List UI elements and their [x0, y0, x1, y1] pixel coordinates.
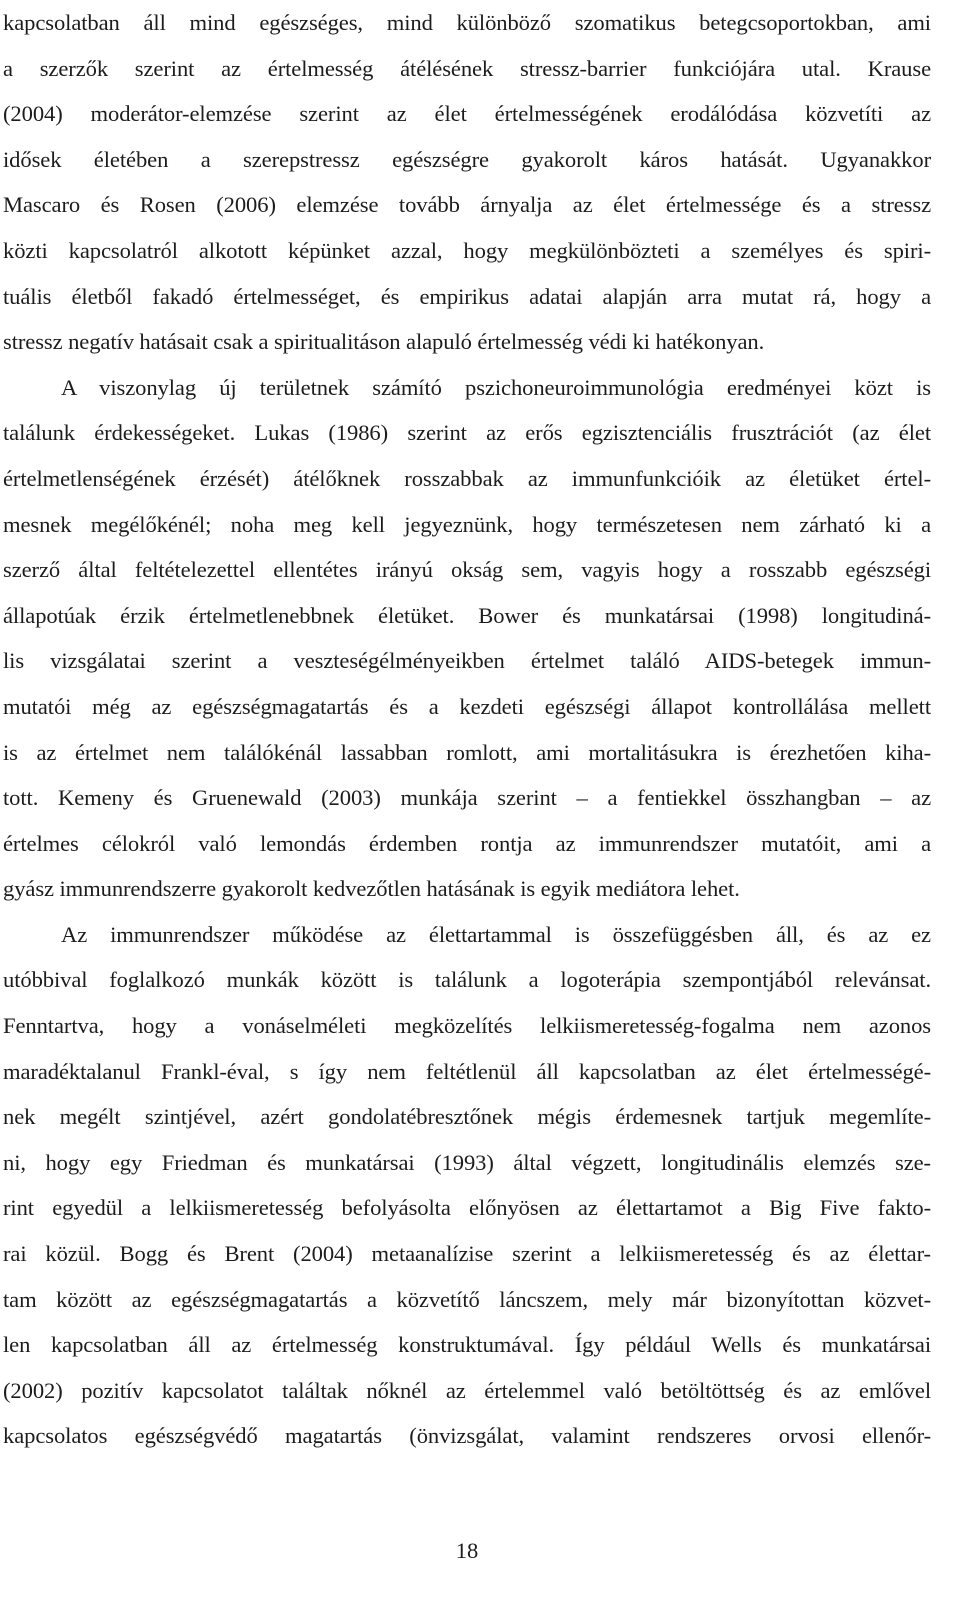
text-line: Fenntartva, hogy a vonáselméleti megközelítés lelkiismeretesség-fogalma nem azonos: [3, 1013, 931, 1039]
text-line: értelmes célokról való lemondás érdemben rontja az immunrendszer mutatóit, ami a: [3, 830, 931, 856]
text-line: a szerzők szerint az értelmesség átélésének stressz-barrier funkciójára utal. Krause: [3, 55, 931, 81]
text-line: rint egyedül a lelkiismeretesség befolyásolta előnyösen az élettartamot a Big Five fakto-: [3, 1195, 931, 1221]
text-line: állapotúak érzik értelmetlenebbnek életüket. Bower és munkatársai (1998) longitudiná-: [3, 602, 931, 628]
text-line: (2002) pozitív kapcsolatot találtak nőknél az értelemmel való betöltöttség és az emlővel: [3, 1377, 931, 1403]
text-line: mutatói még az egészségmagatartás és a kezdeti egészségi állapot kontrollálása mellett: [3, 693, 931, 719]
text-line: tott. Kemeny és Gruenewald (2003) munkája szerint – a fentiekkel összhangban – az: [3, 785, 931, 811]
text-line: szerző által feltételezettel ellentétes irányú okság sem, vagyis hogy a rosszabb egészségi: [3, 557, 931, 583]
paragraph-start-line: A viszonylag új területnek számító pszichoneuroimmunológia eredményei közt is: [61, 374, 931, 400]
paragraph-start-line: Az immunrendszer működése az élettartammal is összefüggésben áll, és az ez: [61, 921, 931, 947]
text-line: rai közül. Bogg és Brent (2004) metaanalízise szerint a lelkiismeretesség és az élettar-: [3, 1241, 931, 1267]
text-line: maradéktalanul Frankl-éval, s így nem feltétlenül áll kapcsolatban az élet értelmességé-: [3, 1058, 931, 1084]
text-line: stressz negatív hatásait csak a spiritualitáson alapuló értelmesség védi ki hatékonyan.: [3, 329, 765, 355]
page-number: 18: [455, 1538, 479, 1563]
text-line: nek megélt szintjével, azért gondolatébresztőnek mégis érdemesnek tartjuk megemlíte-: [3, 1104, 931, 1130]
text-line: tam között az egészségmagatartás a közvetítő láncszem, mely már bizonyítottan közvet-: [3, 1286, 931, 1312]
text-line: Mascaro és Rosen (2006) elemzése tovább árnyalja az élet értelmessége és a stressz: [3, 192, 931, 218]
text-line: értelmetlenségének érzését) átélőknek rosszabbak az immunfunkcióik az életüket értel-: [3, 465, 931, 491]
text-line: kapcsolatos egészségvédő magatartás (önvizsgálat, valamint rendszeres orvosi ellenőr-: [3, 1423, 931, 1449]
text-line: tuális életből fakadó értelmességet, és empirikus adatai alapján arra mutat rá, hogy a: [3, 283, 931, 309]
text-line: kapcsolatban áll mind egészséges, mind különböző szomatikus betegcsoportokban, ami: [3, 10, 931, 35]
text-line: is az értelmet nem találókénál lassabban romlott, ami mortalitásukra is érezhetően kiha-: [3, 739, 931, 765]
text-line: gyász immunrendszerre gyakorolt kedvezőtlen hatásának is egyik mediátora lehet.: [3, 876, 740, 902]
text-line: mesnek megélőkénél; noha meg kell jegyeznünk, hogy természetesen nem zárható ki a: [3, 511, 931, 537]
text-line: lis vizsgálatai szerint a veszteségélményeikben értelmet találó AIDS-betegek immun-: [3, 648, 931, 674]
text-line: találunk érdekességeket. Lukas (1986) szerint az erős egzisztenciális frusztrációt (az élet: [3, 420, 931, 446]
text-line: utóbbival foglalkozó munkák között is találunk a logoterápia szempontjából relevánsat.: [3, 967, 931, 993]
text-line: len kapcsolatban áll az értelmesség konstruktumával. Így például Wells és munkatársai: [3, 1332, 931, 1358]
text-line: idősek életében a szerepstressz egészségre gyakorolt káros hatását. Ugyanakkor: [3, 146, 931, 172]
text-line: (2004) moderátor-elemzése szerint az élet értelmességének erodálódása közvetíti az: [3, 101, 931, 127]
body-text: [3, 0, 931, 1459]
text-line: közti kapcsolatról alkotott képünket azzal, hogy megkülönbözteti a személyes és spiri-: [3, 237, 931, 263]
text-line: ni, hogy egy Friedman és munkatársai (1993) által végzett, longitudinális elemzés sze-: [3, 1149, 931, 1175]
